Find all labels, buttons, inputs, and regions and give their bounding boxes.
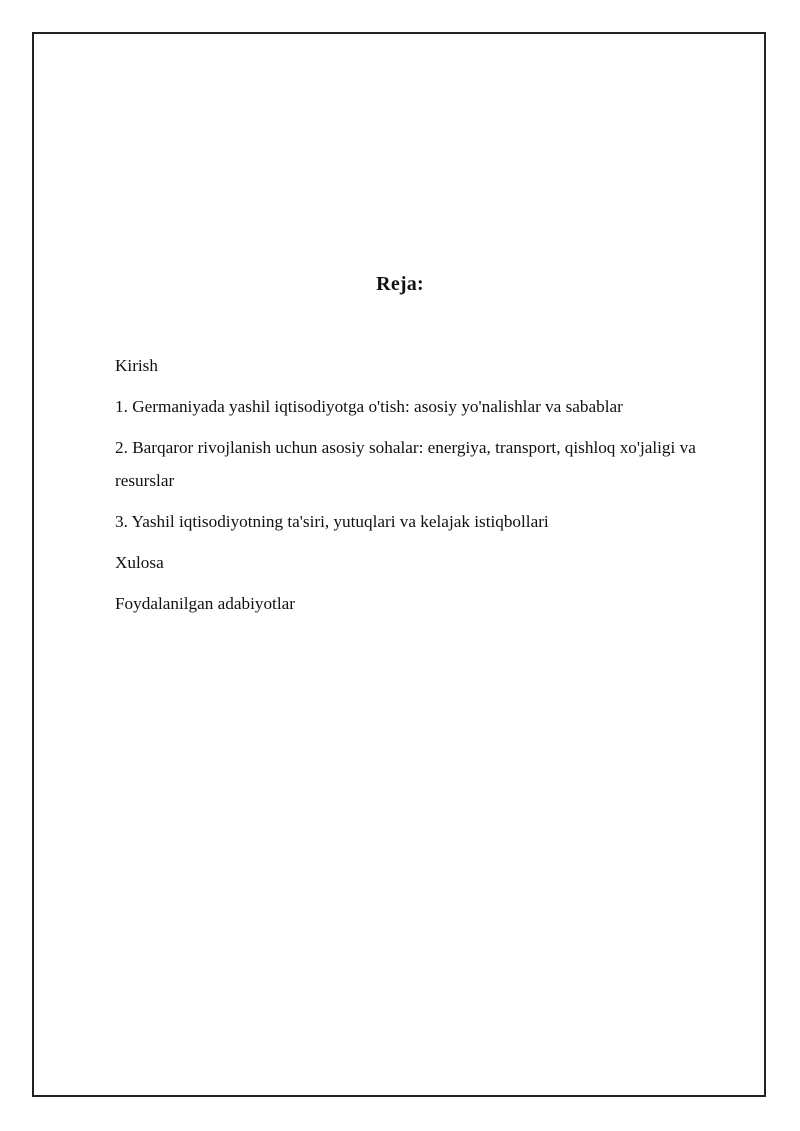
plan-item-2: 2. Barqaror rivojlanish uchun asosiy sohalar: energiya, transport, qishloq xo'jaligi va resurslar: [115, 438, 696, 490]
plan-item-conclusion: Xulosa: [115, 553, 164, 572]
plan-item-3: 3. Yashil iqtisodiyotning ta'siri, yutuqlari va kelajak istiqbollari: [115, 512, 549, 531]
plan-title: Reja:: [376, 273, 424, 295]
plan-item-1: 1. Germaniyada yashil iqtisodiyotga o'tish: asosiy yo'nalishlar va sabablar: [115, 397, 623, 416]
plan-item-references: Foydalanilgan adabiyotlar: [115, 594, 295, 613]
plan-list: [115, 349, 740, 628]
plan-item-introduction: Kirish: [115, 356, 158, 375]
